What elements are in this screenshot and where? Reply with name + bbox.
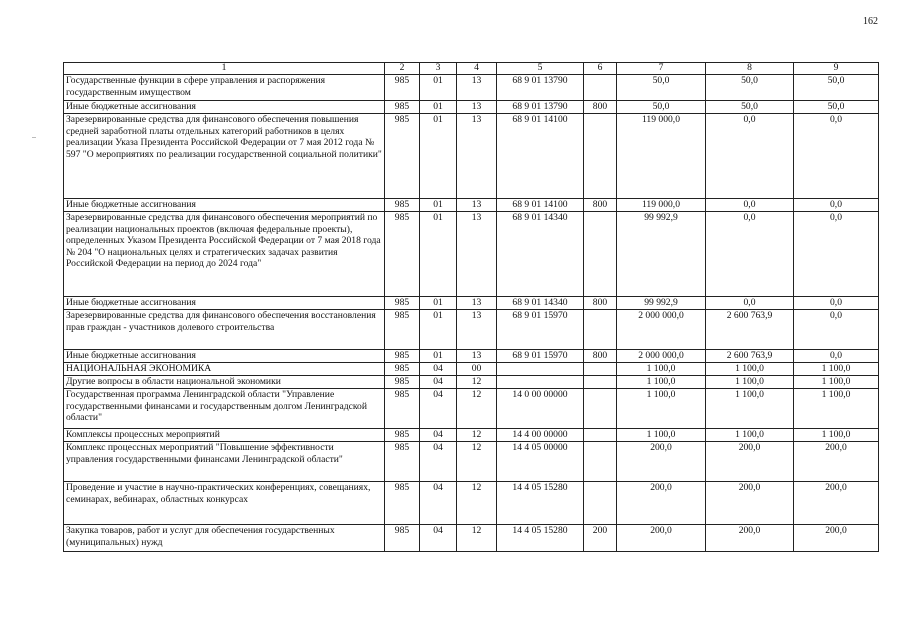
- row-name: Иные бюджетные ассигнования: [64, 297, 385, 310]
- cell-amount-col7: 50,0: [617, 75, 706, 101]
- cell-expense-type: [584, 482, 617, 525]
- cell-amount-col7: 99 992,9: [617, 297, 706, 310]
- column-header: 6: [584, 63, 617, 75]
- page-number: 162: [863, 16, 878, 27]
- row-name: Зарезервированные средства для финансового обеспечения повышения средней заработной платы отдельных категорий работников в целях реализации Указа Президента Российской Федерации от 7 мая 2012 года № 597 "О мероприятиях по реализации государственной социальной политики": [64, 114, 385, 199]
- cell-section: 01: [420, 297, 457, 310]
- cell-amount-col9: 0,0: [794, 350, 879, 363]
- cell-section: 01: [420, 114, 457, 199]
- cell-target-article: [497, 376, 584, 389]
- cell-amount-col7: 119 000,0: [617, 199, 706, 212]
- cell-ministry-code: 985: [385, 297, 420, 310]
- cell-section: 04: [420, 429, 457, 442]
- cell-amount-col9: 1 100,0: [794, 389, 879, 429]
- cell-amount-col7: 1 100,0: [617, 376, 706, 389]
- cell-amount-col8: 200,0: [706, 525, 794, 552]
- cell-amount-col7: 200,0: [617, 525, 706, 552]
- column-header: 5: [497, 63, 584, 75]
- cell-amount-col8: 1 100,0: [706, 429, 794, 442]
- cell-subsection: 13: [457, 297, 497, 310]
- cell-subsection: 12: [457, 376, 497, 389]
- cell-subsection: 12: [457, 482, 497, 525]
- cell-target-article: 14 4 00 00000: [497, 429, 584, 442]
- cell-expense-type: [584, 429, 617, 442]
- cell-target-article: 68 9 01 14100: [497, 199, 584, 212]
- cell-subsection: 12: [457, 429, 497, 442]
- cell-amount-col9: 200,0: [794, 525, 879, 552]
- cell-target-article: 68 9 01 13790: [497, 101, 584, 114]
- cell-section: 04: [420, 376, 457, 389]
- cell-target-article: 14 4 05 15280: [497, 482, 584, 525]
- cell-amount-col9: 50,0: [794, 75, 879, 101]
- cell-amount-col9: 0,0: [794, 310, 879, 350]
- table-row: [64, 75, 879, 101]
- cell-amount-col9: 1 100,0: [794, 429, 879, 442]
- cell-amount-col9: 0,0: [794, 297, 879, 310]
- cell-ministry-code: 985: [385, 114, 420, 199]
- cell-amount-col8: 2 600 763,9: [706, 310, 794, 350]
- cell-section: 04: [420, 389, 457, 429]
- row-name: Иные бюджетные ассигнования: [64, 101, 385, 114]
- cell-amount-col8: 1 100,0: [706, 363, 794, 376]
- row-name: Закупка товаров, работ и услуг для обеспечения государственных (муниципальных) нужд: [64, 525, 385, 552]
- cell-ministry-code: 985: [385, 212, 420, 297]
- cell-amount-col8: 50,0: [706, 75, 794, 101]
- cell-amount-col9: 1 100,0: [794, 363, 879, 376]
- cell-subsection: 13: [457, 114, 497, 199]
- column-header: 4: [457, 63, 497, 75]
- cell-expense-type: [584, 212, 617, 297]
- cell-expense-type: [584, 389, 617, 429]
- cell-amount-col9: 200,0: [794, 482, 879, 525]
- cell-ministry-code: 985: [385, 389, 420, 429]
- cell-amount-col8: 200,0: [706, 482, 794, 525]
- cell-expense-type: [584, 310, 617, 350]
- cell-section: 04: [420, 442, 457, 482]
- cell-amount-col8: 1 100,0: [706, 376, 794, 389]
- cell-target-article: 68 9 01 14340: [497, 297, 584, 310]
- cell-amount-col7: 1 100,0: [617, 363, 706, 376]
- table-row: [64, 363, 879, 376]
- cell-amount-col7: 2 000 000,0: [617, 310, 706, 350]
- cell-amount-col9: 200,0: [794, 442, 879, 482]
- stray-scan-mark: [32, 137, 36, 138]
- row-name: Зарезервированные средства для финансового обеспечения мероприятий по реализации национальных проектов (включая федеральные проекты), определенных Указом Президента Российской Федерации от 7 мая 2018 года № 204 "О национальных целях и стратегических задачах развития Российской Федерации на период до 2024 года": [64, 212, 385, 297]
- table-row: [64, 429, 879, 442]
- table-body: [64, 75, 879, 552]
- cell-target-article: 68 9 01 15970: [497, 350, 584, 363]
- cell-ministry-code: 985: [385, 75, 420, 101]
- cell-subsection: 13: [457, 199, 497, 212]
- cell-target-article: 14 0 00 00000: [497, 389, 584, 429]
- cell-target-article: 68 9 01 15970: [497, 310, 584, 350]
- cell-section: 04: [420, 482, 457, 525]
- column-header: 3: [420, 63, 457, 75]
- table-row: [64, 212, 879, 297]
- cell-subsection: 00: [457, 363, 497, 376]
- cell-expense-type: 800: [584, 297, 617, 310]
- cell-section: 01: [420, 212, 457, 297]
- cell-amount-col9: 0,0: [794, 114, 879, 199]
- cell-target-article: 68 9 01 14100: [497, 114, 584, 199]
- cell-target-article: 68 9 01 14340: [497, 212, 584, 297]
- cell-subsection: 13: [457, 350, 497, 363]
- cell-amount-col9: 0,0: [794, 199, 879, 212]
- cell-amount-col7: 1 100,0: [617, 389, 706, 429]
- cell-amount-col8: 0,0: [706, 297, 794, 310]
- row-name: Комплексы процессных мероприятий: [64, 429, 385, 442]
- column-header: 9: [794, 63, 879, 75]
- cell-subsection: 12: [457, 525, 497, 552]
- cell-ministry-code: 985: [385, 429, 420, 442]
- cell-amount-col8: 50,0: [706, 101, 794, 114]
- table-row: [64, 114, 879, 199]
- cell-amount-col8: 0,0: [706, 114, 794, 199]
- table-row: [64, 199, 879, 212]
- cell-ministry-code: 985: [385, 525, 420, 552]
- table-row: [64, 482, 879, 525]
- cell-expense-type: 800: [584, 101, 617, 114]
- column-header: 8: [706, 63, 794, 75]
- cell-ministry-code: 985: [385, 442, 420, 482]
- cell-expense-type: [584, 363, 617, 376]
- cell-expense-type: 800: [584, 350, 617, 363]
- cell-target-article: 14 4 05 15280: [497, 525, 584, 552]
- cell-amount-col7: 50,0: [617, 101, 706, 114]
- cell-amount-col7: 200,0: [617, 482, 706, 525]
- cell-amount-col8: 200,0: [706, 442, 794, 482]
- row-name: Государственные функции в сфере управления и распоряжения государственным имуществом: [64, 75, 385, 101]
- table-row: [64, 310, 879, 350]
- cell-target-article: 68 9 01 13790: [497, 75, 584, 101]
- cell-section: 01: [420, 101, 457, 114]
- cell-ministry-code: 985: [385, 363, 420, 376]
- row-name: Иные бюджетные ассигнования: [64, 350, 385, 363]
- cell-section: 01: [420, 75, 457, 101]
- row-name: Комплекс процессных мероприятий "Повышение эффективности управления государственными финансами Ленинградской области": [64, 442, 385, 482]
- cell-amount-col7: 200,0: [617, 442, 706, 482]
- row-name: НАЦИОНАЛЬНАЯ ЭКОНОМИКА: [64, 363, 385, 376]
- cell-amount-col7: 2 000 000,0: [617, 350, 706, 363]
- cell-target-article: 14 4 05 00000: [497, 442, 584, 482]
- cell-amount-col9: 1 100,0: [794, 376, 879, 389]
- row-name: Другие вопросы в области национальной экономики: [64, 376, 385, 389]
- cell-amount-col7: 1 100,0: [617, 429, 706, 442]
- cell-amount-col7: 119 000,0: [617, 114, 706, 199]
- cell-ministry-code: 985: [385, 482, 420, 525]
- table-row: [64, 101, 879, 114]
- column-header: 7: [617, 63, 706, 75]
- column-header: 2: [385, 63, 420, 75]
- row-name: Иные бюджетные ассигнования: [64, 199, 385, 212]
- column-header: 1: [64, 63, 385, 75]
- table-row: [64, 525, 879, 552]
- cell-target-article: [497, 363, 584, 376]
- cell-ministry-code: 985: [385, 310, 420, 350]
- table-row: [64, 442, 879, 482]
- cell-section: 04: [420, 363, 457, 376]
- cell-section: 04: [420, 525, 457, 552]
- cell-expense-type: [584, 376, 617, 389]
- cell-expense-type: [584, 442, 617, 482]
- table-row: [64, 350, 879, 363]
- cell-ministry-code: 985: [385, 350, 420, 363]
- row-name: Зарезервированные средства для финансового обеспечения восстановления прав граждан - участников долевого строительства: [64, 310, 385, 350]
- cell-ministry-code: 985: [385, 376, 420, 389]
- cell-expense-type: [584, 114, 617, 199]
- cell-ministry-code: 985: [385, 199, 420, 212]
- table-row: [64, 389, 879, 429]
- row-name: Проведение и участие в научно-практических конференциях, совещаниях, семинарах, вебинарах, областных конкурсах: [64, 482, 385, 525]
- cell-amount-col8: 0,0: [706, 199, 794, 212]
- cell-subsection: 12: [457, 442, 497, 482]
- cell-section: 01: [420, 199, 457, 212]
- header-row: [64, 63, 879, 75]
- budget-table: [63, 62, 879, 552]
- cell-expense-type: 800: [584, 199, 617, 212]
- cell-subsection: 13: [457, 310, 497, 350]
- cell-expense-type: 200: [584, 525, 617, 552]
- cell-amount-col7: 99 992,9: [617, 212, 706, 297]
- cell-amount-col8: 1 100,0: [706, 389, 794, 429]
- cell-amount-col9: 0,0: [794, 212, 879, 297]
- cell-amount-col8: 2 600 763,9: [706, 350, 794, 363]
- cell-subsection: 13: [457, 101, 497, 114]
- cell-subsection: 13: [457, 75, 497, 101]
- cell-amount-col8: 0,0: [706, 212, 794, 297]
- table-row: [64, 297, 879, 310]
- row-name: Государственная программа Ленинградской области "Управление государственными финансами и государственным долгом Ленинградской области": [64, 389, 385, 429]
- cell-amount-col9: 50,0: [794, 101, 879, 114]
- cell-section: 01: [420, 310, 457, 350]
- cell-section: 01: [420, 350, 457, 363]
- cell-subsection: 13: [457, 212, 497, 297]
- cell-ministry-code: 985: [385, 101, 420, 114]
- cell-subsection: 12: [457, 389, 497, 429]
- table-row: [64, 376, 879, 389]
- cell-expense-type: [584, 75, 617, 101]
